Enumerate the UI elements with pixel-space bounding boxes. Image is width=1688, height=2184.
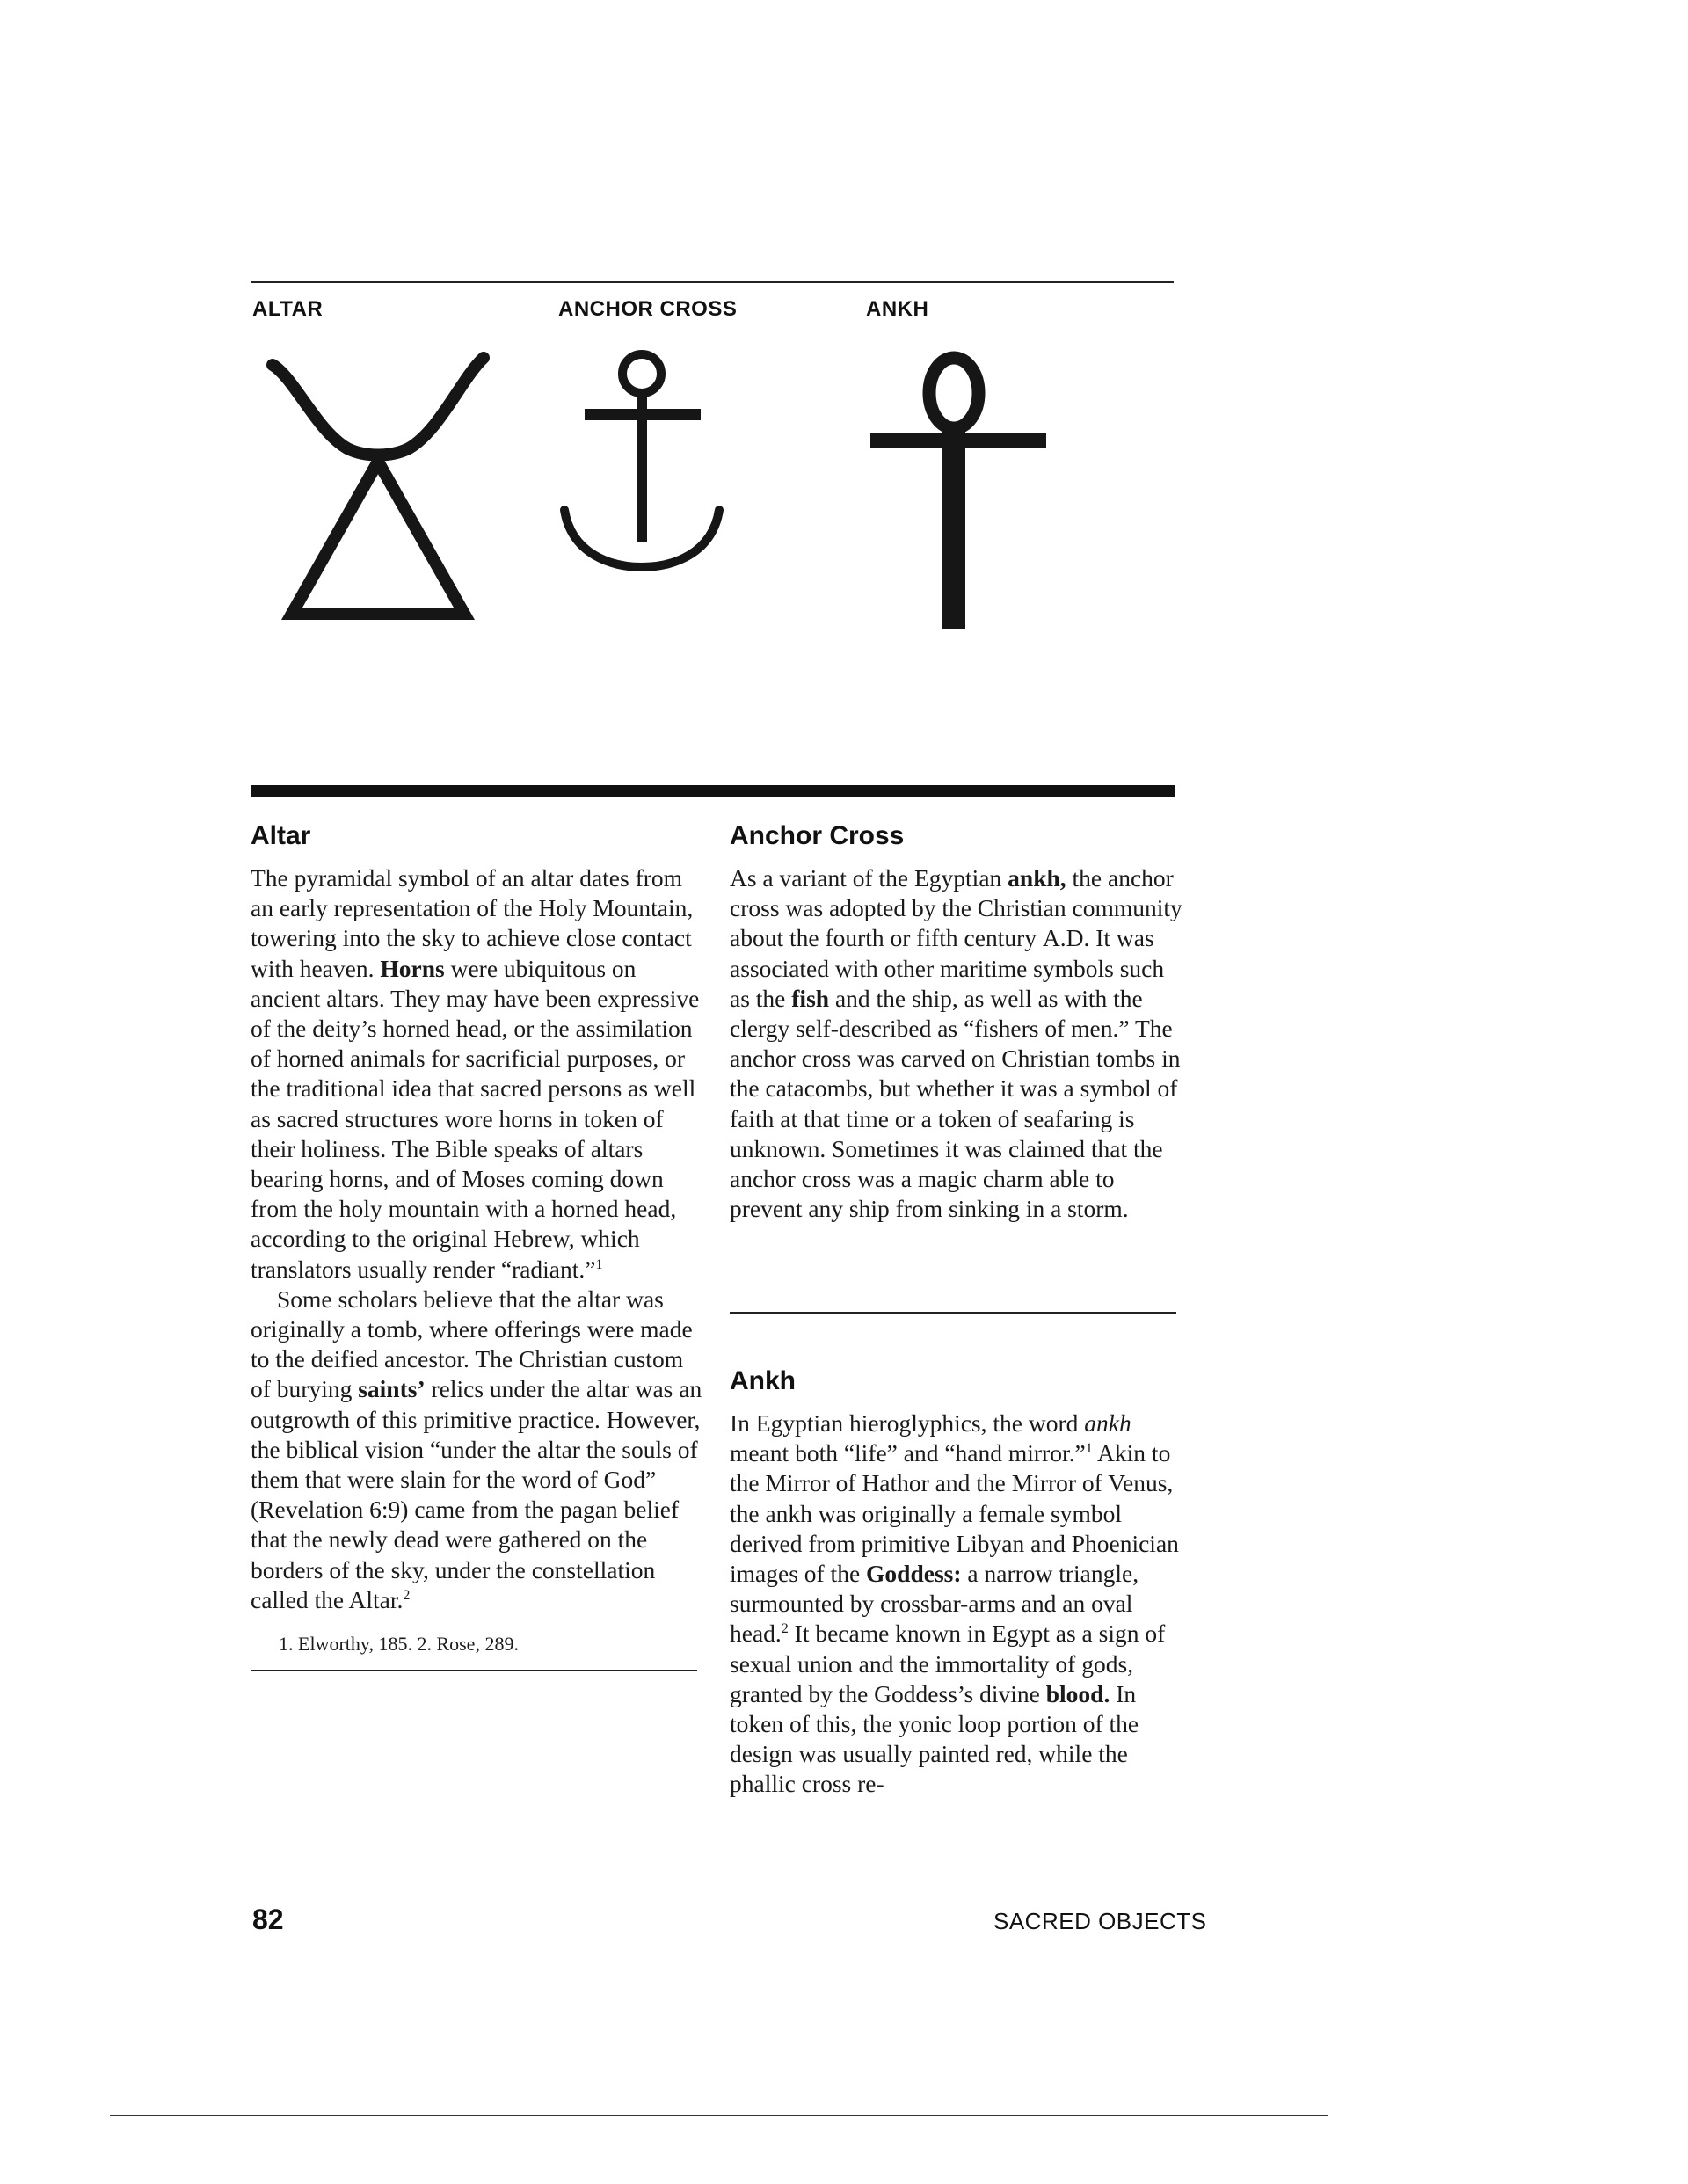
- anchor-cross-entry: [730, 818, 1187, 1224]
- ankh-icon: [862, 347, 1055, 637]
- anchor-cross-heading: Anchor Cross: [730, 821, 905, 850]
- footnote-ref-2: 2: [403, 1587, 411, 1603]
- ankh-paragraph: In Egyptian hieroglyphics, the word ankh meant both “life” and “hand mirror.”$^1$ Akin to the Mirror of Hathor and the Mirror of Venus, the ankh was originally a female symbol derived from primitive Libyan and Phoenician images of the Goddess: a narrow triangle, surmounted by crossbar-arms and an oval head.$^2$ It became known in Egypt as a sign of sexual union and the immortality of gods, granted by the Goddess’s divine blood. In token of this, the yonic loop portion of the design was usually painted red, while the phallic cross re-: [730, 1409, 1179, 1798]
- altar-entry: [251, 818, 708, 1671]
- goddess-cross-reference: Goddess:: [866, 1560, 962, 1588]
- footnote-ref-2: 2: [781, 1621, 789, 1637]
- anchor-cross-figure-label: ANCHOR CROSS: [558, 297, 738, 321]
- anchor-cross-paragraph: As a variant of the Egyptian ankh, the anchor cross was adopted by the Christian community about the fourth or fifth century A.D. It was associated with other maritime symbols such as the fish and the ship, as well as with the clergy self-described as “fishers of men.” The anchor cross was carved on Christian tombs in the catacombs, but whether it was a symbol of faith at that time or a token of seafaring is unknown. Sometimes it was claimed that the anchor cross was a magic charm able to prevent any ship from sinking in a storm.: [730, 864, 1182, 1223]
- entry-rule: [730, 1312, 1176, 1314]
- altar-figure-label: ALTAR: [252, 297, 324, 321]
- page-number: 82: [252, 1904, 284, 1935]
- top-rule: [251, 281, 1174, 283]
- ankh-figure-label: ANKH: [866, 297, 929, 321]
- anchor-cross-icon: [554, 347, 730, 576]
- section-divider: [251, 785, 1175, 797]
- blood-cross-reference: blood.: [1045, 1679, 1110, 1707]
- running-head: SACRED OBJECTS: [993, 1908, 1207, 1934]
- fish-cross-reference: fish: [791, 984, 830, 1012]
- ankh-heading: Ankh: [730, 1366, 796, 1395]
- ankh-entry: [730, 1363, 1187, 1800]
- altar-symbol-icon: [264, 347, 492, 637]
- altar-paragraph-1: The pyramidal symbol of an altar dates from an early representation of the Holy Mountain, towering into the sky to achieve close contact with heaven. Horns were ubiquitous on ancient altars. They may have been expressive of the deity’s horned head, or the assimilation of horned animals for sacrificial purposes, or the traditional idea that sacred persons as well as sacred structures wore horns in token of their holiness. The Bible speaks of altars bearing horns, and of Moses coming down from the holy mountain with a horned head, according to the original Hebrew, which translators usually render “radiant.”$^1$: [251, 864, 700, 1283]
- footnote-rule: [251, 1670, 697, 1671]
- era-abbreviation: A.D.: [1042, 924, 1090, 952]
- saints-cross-reference: saints’: [358, 1375, 426, 1403]
- horns-cross-reference: Horns: [380, 954, 445, 982]
- altar-paragraph-2: Some scholars believe that the altar was originally a tomb, where offerings were made to the deified ancestor. The Christian custom of burying saints’ relics under the altar was an outgrowth of this primitive practice. However, the biblical vision “under the altar the souls of them that were slain for the word of God” (Revelation 6:9) came from the pagan belief that the newly dead were gathered on the borders of the sky, under the constellation called the Altar.$^2$: [251, 1285, 702, 1613]
- footnote-ref-1: 1: [1085, 1441, 1093, 1457]
- scan-edge-line: [110, 2115, 1328, 2116]
- ankh-cross-reference: ankh,: [1008, 864, 1066, 892]
- altar-footnotes: 1. Elworthy, 185. 2. Rose, 289.: [279, 1633, 519, 1656]
- altar-heading: Altar: [251, 821, 311, 850]
- footnote-ref-1: 1: [595, 1256, 603, 1272]
- ankh-term: ankh: [1084, 1409, 1131, 1437]
